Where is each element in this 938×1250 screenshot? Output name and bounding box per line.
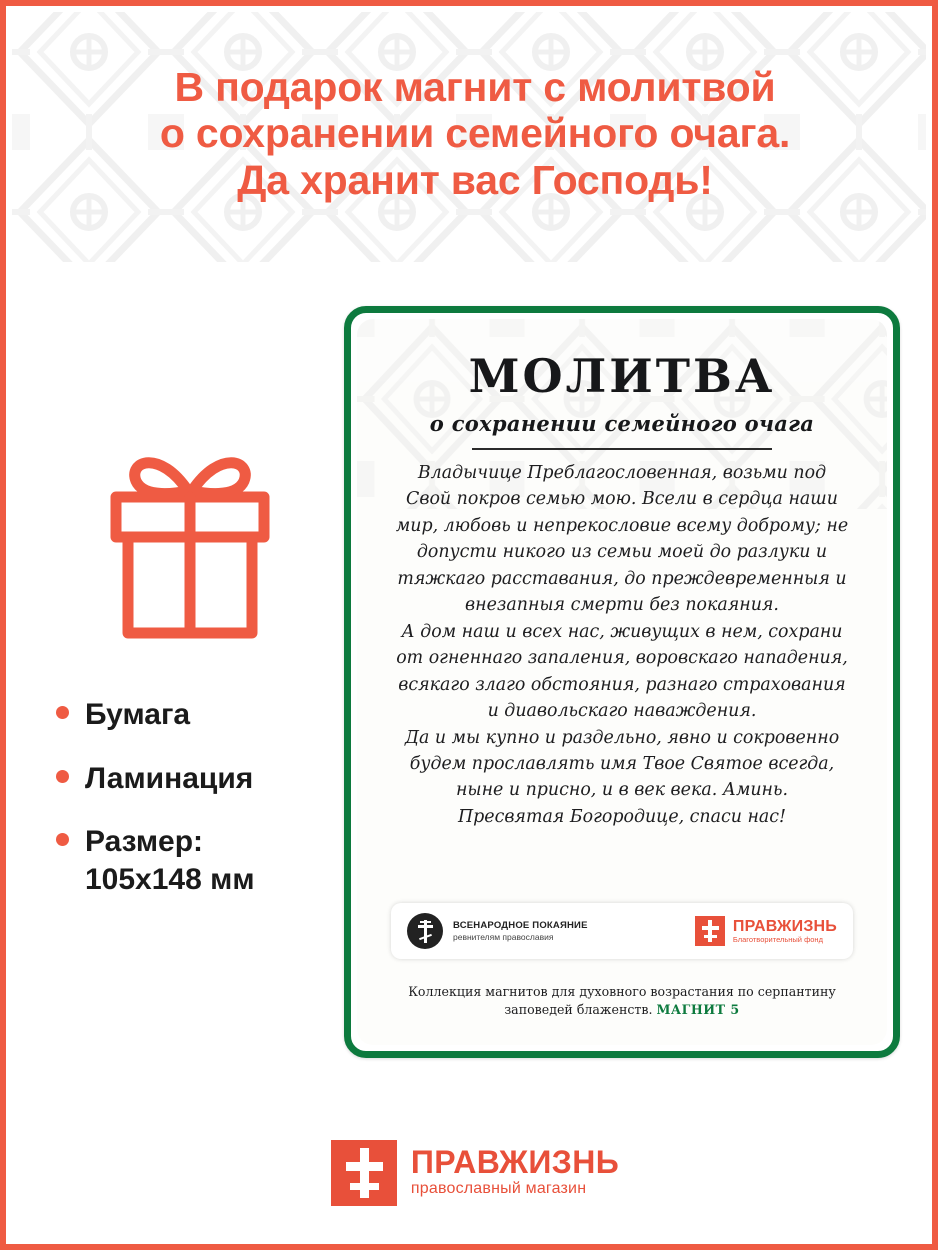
- brand-text: [410, 1143, 620, 1200]
- feature-size-title: Размер:: [85, 825, 204, 858]
- prayer-card-inner: [357, 319, 887, 1045]
- badge-right-line-2: Благотворительный фонд: [732, 935, 823, 945]
- pravzhizn-cross-logo-icon: [331, 1140, 397, 1206]
- badge-left-text: [453, 920, 588, 943]
- list-item: [56, 696, 346, 734]
- feature-size-value: 105х148 мм: [85, 862, 255, 896]
- caption-line-1: Коллекция магнитов для духовного возрастания по серпантину: [408, 983, 836, 999]
- orthodox-cross-icon: [407, 913, 443, 949]
- partner-badge-row: [391, 903, 853, 959]
- card-caption: [379, 983, 865, 1020]
- feature-list: [56, 696, 346, 924]
- badge-vsenarodnoe-pokayanie: [407, 913, 588, 949]
- promo-headline: [6, 64, 938, 203]
- list-item: [56, 760, 346, 798]
- badge-left-line-2: ревнителям православия: [453, 931, 554, 942]
- prayer-paragraph: Владычице Преблагословенная, возьми под Свой покров семью мою. Всели в сердца наши мир, любовь и непрекословие всему доброму; не допусти никого из семьи моей до разлуки и тяжкаго расставания, до преждевременныя и внезапныя смерти без покаяния.: [395, 463, 849, 616]
- badge-left-line-1: ВСЕНАРОДНОЕ ПОКАЯНИЕ: [453, 919, 588, 931]
- badge-right-text: [733, 918, 837, 945]
- brand-logo: [6, 1140, 938, 1206]
- bullet-icon: [56, 706, 69, 719]
- feature-label: Бумага: [85, 698, 191, 731]
- list-item: [56, 823, 346, 898]
- bullet-icon: [56, 833, 69, 846]
- prayer-title: МОЛИТВА: [468, 349, 776, 403]
- headline-line-3: Да хранит вас Господь!: [237, 156, 713, 203]
- brand-name: ПРАВЖИЗНЬ: [410, 1143, 620, 1180]
- pravzhizn-cross-logo-icon: [695, 916, 725, 946]
- prayer-paragraph: Пресвятая Богородице, спаси нас!: [457, 806, 786, 827]
- headline-line-1: В подарок магнит с молитвой: [174, 64, 776, 110]
- prayer-content: [357, 319, 887, 830]
- feature-label-size: [85, 823, 255, 898]
- prayer-subtitle: о сохранении семейного очага: [429, 411, 815, 436]
- bullet-icon: [56, 770, 69, 783]
- brand-tagline: православный магазин: [410, 1180, 587, 1198]
- feature-label: Ламинация: [85, 761, 254, 795]
- magnet-number: МАГНИТ 5: [656, 1001, 740, 1017]
- badge-pravzhizn-fund: [695, 916, 837, 946]
- caption-line-2: заповедей блаженств.: [504, 1001, 653, 1017]
- prayer-body: [383, 460, 861, 830]
- prayer-paragraph: Да и мы купно и раздельно, явно и сокровенно будем прославлять имя Твое Святое всегда, ныне и присно, и в век века. Аминь.: [404, 727, 840, 801]
- prayer-card: [344, 306, 900, 1058]
- divider: [472, 448, 772, 450]
- badge-right-line-1: ПРАВЖИЗНЬ: [732, 917, 837, 935]
- prayer-paragraph: А дом наш и всех нас, живущих в нем, сохрани от огненнаго запаления, воровскаго нападения, всякаго злаго обстояния, разнаго страхования и диавольскаго наваждения.: [396, 621, 848, 722]
- headline-line-2: о сохранении семейного очага.: [159, 110, 791, 157]
- gift-icon: [90, 431, 290, 646]
